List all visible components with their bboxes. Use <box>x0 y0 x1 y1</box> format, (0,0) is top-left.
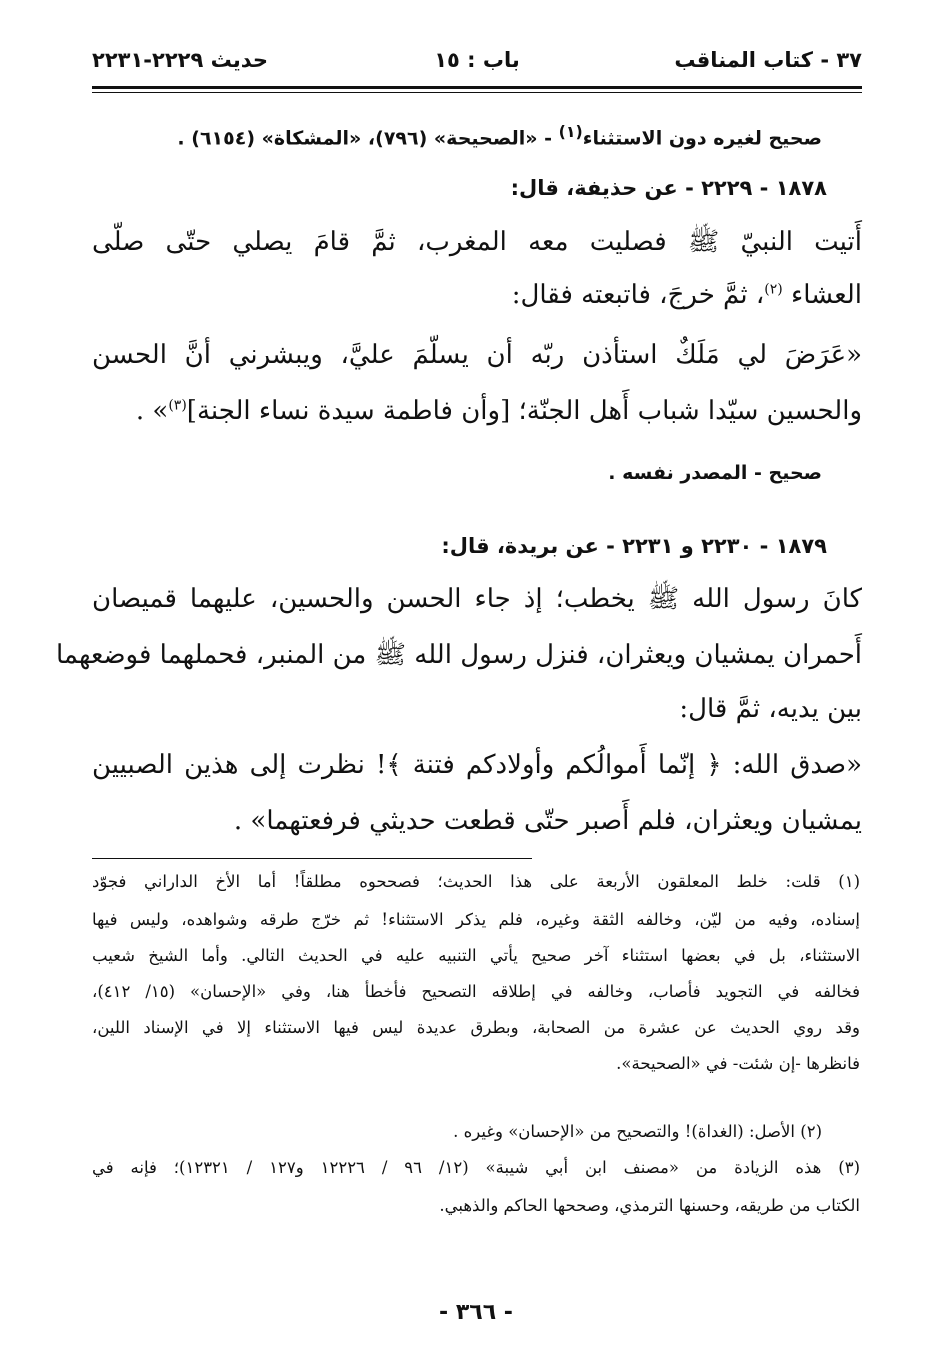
grading-line-1 <box>177 122 822 149</box>
footnote-ref: (٣) <box>168 397 187 414</box>
hadith-text-line: «صدق الله: ﴿ إنّما أَموالُكم وأولادكم فتنة ﴾! نظرت إلى هذين الصبيين <box>92 750 862 780</box>
hadith-text-line: أَتيت النبيّ ﷺ فصليت معه المغرب، ثمَّ قامَ يصلي حتّى صلّى <box>92 227 862 257</box>
hadith-number: ١٨٧٨ - ٢٢٢٩ - عن حذيفة، قال: <box>510 176 827 200</box>
header-rule-thin <box>92 92 862 93</box>
hadith-number: ١٨٧٩ - ٢٢٣٠ و ٢٢٣١ - عن بريدة، قال: <box>441 534 827 558</box>
grading-sources: - «الصحيحة» (٧٩٦)، «المشكاة» (٦١٥٤) . <box>177 127 559 150</box>
grading-line-2: صحيح - المصدر نفسه . <box>608 462 822 484</box>
header-section: باب : ١٥ <box>434 48 520 72</box>
header-rule-thick <box>92 86 862 89</box>
hadith-text-line: كانَ رسول الله ﷺ يخطب؛ إذ جاء الحسن والحسين، عليهما قميصان <box>92 584 862 614</box>
header-chapter: ٣٧ - كتاب المناقب <box>674 48 862 72</box>
text-fragment: العشاء <box>782 280 862 310</box>
footnote-3-line: (٣) هذه الزيادة من «مصنف ابن أبي شيبة» (١٢/ ٩٦ / ١٢٢٢٦ و١٢٧ / ١٢٣٢١)؛ فإنه في <box>92 1158 860 1177</box>
footnote-1-line: فانظرها -إن شئت- في «الصحيحة». <box>616 1054 860 1073</box>
footnote-ref: (١) <box>558 122 583 141</box>
footnote-ref: (٢) <box>764 281 783 298</box>
text-fragment: والحسين سيّدا شباب أَهل الجنّة؛ [وأن فاطمة سيدة نساء الجنة] <box>186 396 862 426</box>
page-number: - ٣٦٦ - <box>439 1300 513 1325</box>
footnote-separator <box>92 858 532 859</box>
text-fragment: » . <box>135 396 169 426</box>
footnote-1-line: الاستثناء، بل في بعضها استثناء آخر صحيح يأتي التنبيه عليه في الحديث التالي. وأما الشيخ شعيب <box>92 946 860 965</box>
text-fragment: ، ثمَّ خرجَ، فاتبعته فقال: <box>511 280 765 310</box>
footnote-3-line: الكتاب من طريقه، وحسنها الترمذي، وصححها الحاكم والذهبي. <box>439 1196 860 1215</box>
footnote-1-line: إسناده، وفيه من ليّن، وخالفه الثقة وغيره، فلم يذكر الاستثناء! ثم خرّج طرقه وشواهده، وليس فيها <box>92 910 860 929</box>
header-hadith-range: حديث ٢٢٢٩-٢٢٣١ <box>92 48 268 72</box>
footnote-1-line: (١) قلت: خلط المعلقون الأربعة على هذا الحديث؛ فصححوه مطلقاً! أما الأخ الداراني فجوّد <box>92 872 860 891</box>
footnote-1-line: وقد روي الحديث عن عشرة من الصحابة، وبطرق عديدة ليس فيها الاستثناء إلا في الإسناد اللين، <box>92 1018 860 1037</box>
hadith-text-line: أَحمران يمشيان ويعثران، فنزل رسول الله ﷺ من المنبر، فحملهما فوضعهما <box>56 640 862 670</box>
grading-text: صحيح لغيره دون الاستثناء <box>582 127 822 150</box>
hadith-text-line: يمشيان ويعثران، فلم أَصبر حتّى قطعت حديثي فرفعتهما» . <box>233 806 862 836</box>
running-header <box>92 44 862 84</box>
hadith-text-line: «عَرَضَ لي مَلَكٌ استأذن ربّه أن يسلّمَ عليَّ، ويبشرني أنَّ الحسن <box>92 340 862 370</box>
hadith-text-line <box>136 396 862 426</box>
footnote-2: (٢) الأصل: (الغداة)! والتصحيح من «الإحسان» وغيره . <box>453 1122 822 1141</box>
hadith-text-line: بين يديه، ثمَّ قال: <box>679 694 862 724</box>
footnote-1-line: فخالفه في التجويد فأصاب، وخالفه في إطلاقه التصحيح فأخطأ هنا، وفي «الإحسان» (١٥/ ٤١٢)، <box>92 982 860 1001</box>
hadith-text-line <box>512 280 862 310</box>
